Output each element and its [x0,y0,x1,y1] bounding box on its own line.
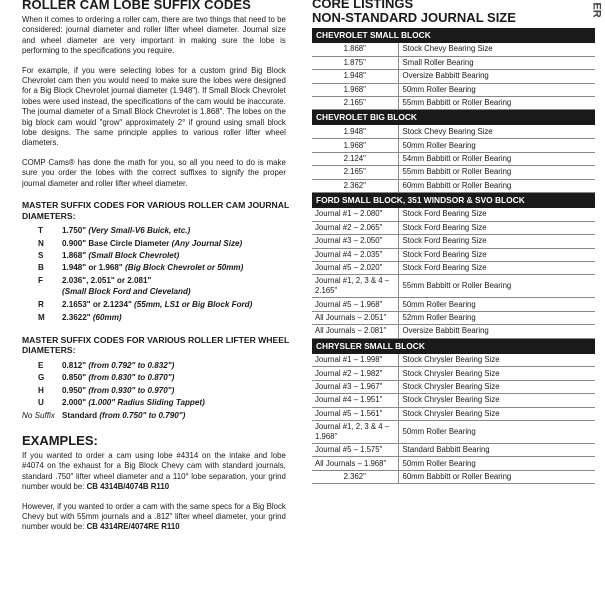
journal-size-cell: Journal #4 – 1.951" [312,394,398,407]
journal-size-cell: Journal #5 – 1.561" [312,407,398,420]
suffix-code: T [38,226,43,236]
journal-size-cell: 1.948" [312,70,398,83]
bearing-description-cell: Stock Ford Bearing Size [398,221,595,234]
bearing-description-cell: 60mm Babbitt or Roller Bearing [398,179,595,192]
table-row [312,70,595,83]
suffix-code-value: 2.036", 2.051" or 2.081" [62,275,152,285]
journal-size-cell: Journal #5 – 1.575" [312,443,398,456]
journal-size-cell: 2.124" [312,152,398,165]
suffix-code: R [38,300,44,310]
suffix-code-row [22,287,294,299]
suffix-code-row [22,312,294,324]
table-row [312,83,595,96]
table-row [312,275,595,298]
journal-size-cell: 1.968" [312,83,398,96]
table-row [312,43,595,56]
suffix-code-note: (Big Block Chevrolet or 50mm) [125,263,244,273]
table-row [312,261,595,274]
bearing-description-cell: Stock Chrysler Bearing Size [398,367,595,380]
suffix-code: H [38,385,44,395]
journal-size-cell: 2.362" [312,179,398,192]
suffix-code: U [38,398,44,408]
table-row [312,152,595,165]
suffix-code-value: 0.900" Base Circle Diameter (Any Journal Size) [62,238,243,248]
engine-section-heading: CHEVROLET SMALL BLOCK [312,28,595,43]
suffix-code-value: 1.948" or 1.968" (Big Block Chevrolet or 50mm) [62,263,244,273]
table-row [312,325,595,338]
right-column [312,0,595,484]
suffix-code: No Suffix [22,410,55,420]
suffix-code-note: (from 0.830" to 0.870") [88,373,175,383]
wheel-codes-list [22,360,294,422]
suffix-code-value: 0.850" (from 0.830" to 0.870") [62,373,175,383]
table-row [312,457,595,470]
bearing-description-cell: Stock Chrysler Bearing Size [398,394,595,407]
table-row [312,380,595,393]
suffix-code-note: (from 0.930" to 0.970") [88,385,175,395]
core-listing-tables [312,28,595,484]
intro-paragraph: When it comes to ordering a roller cam, there are two things that need to be considered: journal diameter and roller lifter wheel diameter. Journal size and wheel diameter are very important in making sure the lobe is performing to the specifications you require. [22,15,286,56]
suffix-code-note: (1.000" Radius Sliding Tappet) [88,398,205,408]
example-1: If you wanted to order a cam using lobe #4314 on the intake and lobe #4074 on the exhaust for a Big Block Chevy cam with standard journals, standard .750" lifter wheel diameter and a 110° lobe separation, your grind number would be: CB 4314B/4074B R110 [22,450,286,492]
journal-size-cell: Journal #1, 2, 3 & 4 – 1.968" [312,420,398,443]
suffix-code-note: (from 0.750" to 0.790") [99,410,186,420]
journal-size-cell: 2.362" [312,470,398,483]
wheel-codes-heading: MASTER SUFFIX CODES FOR VARIOUS ROLLER LIFTER WHEEL DIAMETERS: [22,334,290,356]
table-row [312,56,595,69]
suffix-code-row [22,275,294,287]
suffix-code-row [22,360,294,372]
core-listings-subtitle: NON-STANDARD JOURNAL SIZE [312,10,516,25]
bearing-description-cell: Oversize Babbitt Bearing [398,325,595,338]
suffix-code-note: (Very Small-V6 Buick, etc.) [88,226,191,236]
journal-size-cell: All Journals – 1.968" [312,457,398,470]
suffix-code-value: 2.1653" or 2.1234" (55mm, LS1 or Big Block Ford) [62,300,253,310]
table-row [312,394,595,407]
engine-section-heading: FORD SMALL BLOCK, 351 WINDSOR & SVO BLOCK [312,193,595,208]
bearing-description-cell: Stock Chrysler Bearing Size [398,407,595,420]
bearing-description-cell: Stock Ford Bearing Size [398,261,595,274]
suffix-code: S [38,250,44,260]
suffix-code: N [38,238,44,248]
bearing-description-cell: 50mm Roller Bearing [398,83,595,96]
bearing-description-cell: Stock Chrysler Bearing Size [398,380,595,393]
bearing-description-cell: 50mm Roller Bearing [398,457,595,470]
bearing-description-cell: 50mm Roller Bearing [398,420,595,443]
suffix-code-value: 2.000" (1.000" Radius Sliding Tappet) [62,398,205,408]
comp-cams-paragraph: COMP Cams® has done the math for you, so all you need to do is make sure you order the lobes with the correct suffixes to signify the proper journal diameter and roller lifter wheel diameter. [22,157,286,188]
bearing-description-cell: 60mm Babbitt or Roller Bearing [398,470,595,483]
core-listing-table [312,208,595,339]
suffix-codes-title: ROLLER CAM LOBE SUFFIX CODES [22,0,251,12]
table-row [312,208,595,221]
table-row [312,407,595,420]
table-row [312,443,595,456]
core-listings-title: CORE LISTINGS [312,0,414,11]
journal-codes-list [22,225,294,324]
bearing-description-cell: 50mm Roller Bearing [398,298,595,311]
bearing-description-cell: Standard Babbitt Bearing [398,443,595,456]
journal-size-cell: All Journals – 2.051" [312,311,398,324]
bearing-description-cell: Stock Chevy Bearing Size [398,125,595,138]
bearing-description-cell: Oversize Babbitt Bearing [398,70,595,83]
suffix-code: G [38,373,45,383]
suffix-code: E [38,360,44,370]
suffix-code: B [38,263,44,273]
suffix-code-row [22,238,294,250]
journal-codes-heading: MASTER SUFFIX CODES FOR VARIOUS ROLLER CAM JOURNAL DIAMETERS: [22,200,290,221]
table-row [312,367,595,380]
table-row [312,248,595,261]
example-paragraph: For example, if you were selecting lobes for a custom grind Big Block Chevrolet cam then you would need to make sure the lobes were designed for a Big Block Chevrolet journal diameter (1.948"). If Small Block Chevrolet lobes were used instead, the specifications of the cam would be inaccurate. The journal diameter of a Small Block Chevrolet is 1.868". The lobes on the big block cam would "grow" approximately 2° if ground using small block lobe designs. The same principle applies to various roller lifter wheel diameters. [22,65,286,148]
bearing-description-cell: 55mm Babbitt or Roller Bearing [398,275,595,298]
journal-size-cell: Journal #2 – 2.065" [312,221,398,234]
bearing-description-cell: 50mm Roller Bearing [398,139,595,152]
bearing-description-cell: Stock Chevy Bearing Size [398,43,595,56]
suffix-code-value: 2.3622" (60mm) [62,312,122,322]
suffix-code-note: (from 0.792" to 0.832") [88,360,175,370]
bearing-description-cell: Stock Chrysler Bearing Size [398,354,595,367]
bearing-description-cell: Stock Ford Bearing Size [398,208,595,221]
examples-heading: EXAMPLES: [22,432,98,448]
suffix-code-row [22,385,294,397]
table-row [312,420,595,443]
journal-size-cell: Journal #5 – 1.968" [312,298,398,311]
suffix-code-value: 0.950" (from 0.930" to 0.970") [62,385,175,395]
table-row [312,166,595,179]
suffix-code-row [22,262,294,274]
left-column [22,0,294,533]
journal-size-cell: Journal #5 – 2.020" [312,261,398,274]
suffix-code-value: 1.868" (Small Block Chevrolet) [62,250,180,260]
journal-size-cell: Journal #3 – 2.050" [312,235,398,248]
journal-size-cell: Journal #1 – 1.998" [312,354,398,367]
engine-section-heading: CHEVROLET BIG BLOCK [312,110,595,125]
table-row [312,125,595,138]
suffix-code-row [22,225,294,237]
suffix-code-row [22,372,294,384]
journal-size-cell: Journal #1, 2, 3 & 4 – 2.165" [312,275,398,298]
journal-size-cell: 2.165" [312,166,398,179]
journal-size-cell: 1.875" [312,56,398,69]
core-listing-table [312,354,595,485]
bearing-description-cell: 55mm Babbitt or Roller Bearing [398,166,595,179]
table-row [312,354,595,367]
bearing-description-cell: 55mm Babbitt or Roller Bearing [398,97,595,110]
bearing-description-cell: Stock Ford Bearing Size [398,248,595,261]
suffix-code: F [38,275,43,285]
side-tab-mark: ER [590,2,603,18]
journal-size-cell: 1.948" [312,125,398,138]
suffix-code-note: (Small Block Chevrolet) [88,250,180,260]
bearing-description-cell: Small Roller Bearing [398,56,595,69]
suffix-code-note: (60mm) [92,312,122,322]
journal-size-cell: Journal #1 – 2.080" [312,208,398,221]
table-row [312,235,595,248]
suffix-code-note: (55mm, LS1 or Big Block Ford) [134,300,253,310]
suffix-code-note: (Any Journal Size) [171,238,243,248]
bearing-description-cell: 54mm Babbitt or Roller Bearing [398,152,595,165]
journal-size-cell: Journal #3 – 1.967" [312,380,398,393]
core-listing-table [312,43,595,110]
suffix-code-row [22,250,294,262]
journal-size-cell: 1.968" [312,139,398,152]
table-row [312,97,595,110]
journal-size-cell: 1.868" [312,43,398,56]
suffix-code-value: Standard (from 0.750" to 0.790") [62,410,186,420]
core-listing-table [312,125,595,192]
table-row [312,139,595,152]
grind-number: CB 4314B/4074B R110 [86,482,170,492]
suffix-code [22,287,62,299]
journal-size-cell: Journal #4 – 2.035" [312,248,398,261]
suffix-code: M [38,312,45,322]
table-row [312,298,595,311]
bearing-description-cell: 52mm Roller Bearing [398,311,595,324]
journal-size-cell: Journal #2 – 1.982" [312,367,398,380]
suffix-code-row [22,410,294,422]
table-row [312,221,595,234]
engine-section-heading: CHRYSLER SMALL BLOCK [312,339,595,354]
table-row [312,470,595,483]
example-2: However, if you wanted to order a cam with the same specs for a Big Block Chevy but with 55mm journals and a .812" lifter wheel diameter, your grind number would be: CB 4314RE/4074RE R110 [22,501,286,532]
suffix-code-note: (Small Block Ford and Cleveland) [62,287,191,297]
suffix-code-value: 0.812" (from 0.792" to 0.832") [62,360,175,370]
journal-size-cell: 2.165" [312,97,398,110]
bearing-description-cell: Stock Ford Bearing Size [398,235,595,248]
suffix-code-row [22,397,294,409]
suffix-code-value: 1.750" (Very Small-V6 Buick, etc.) [62,226,191,236]
suffix-code-row [22,299,294,311]
grind-number: CB 4314RE/4074RE R110 [86,522,180,532]
table-row [312,179,595,192]
table-row [312,311,595,324]
journal-size-cell: All Journals – 2.081" [312,325,398,338]
